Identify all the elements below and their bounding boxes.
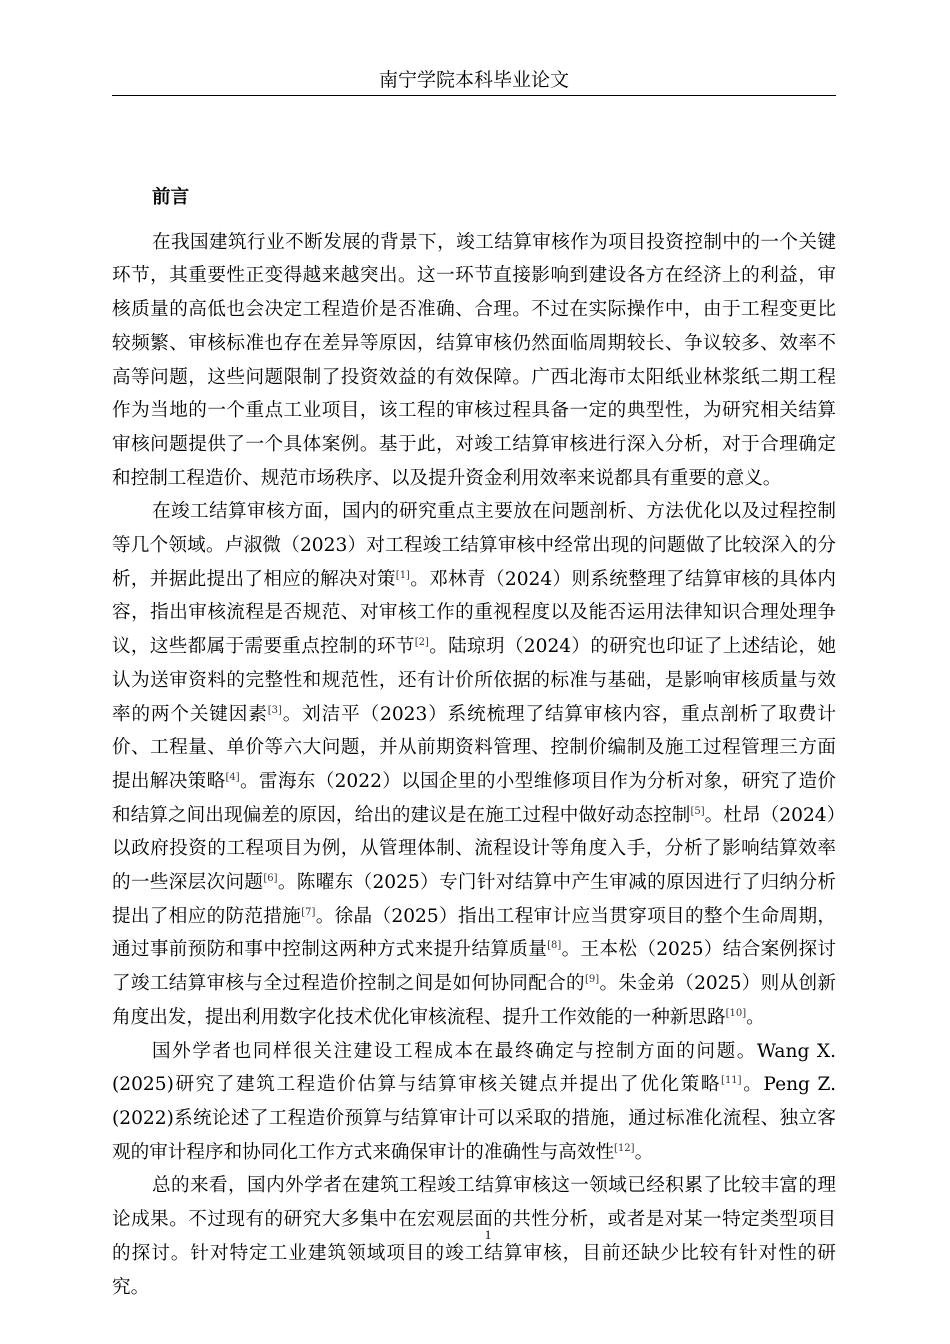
citation-ref: [7]	[301, 906, 316, 918]
citation-ref: [6]	[263, 872, 278, 884]
citation-ref: [5]	[690, 805, 705, 817]
body-paragraph	[112, 1035, 836, 1170]
citation-ref: [11]	[721, 1075, 742, 1087]
page-body	[112, 181, 836, 1304]
paragraph-list	[112, 226, 836, 1305]
citation-ref: [3]	[267, 704, 282, 716]
body-paragraph	[112, 226, 836, 496]
paragraph-text: 。陈曜东（2025）专门针对结算中产生审减的原因进行了归纳分析提出了相应的防范措施	[112, 872, 836, 927]
citation-ref: [8]	[547, 940, 562, 952]
paragraph-text: 。朱金弟（2025）则从创新角度出发，提出利用数字化技术优化审核流程、提升工作效能的一种新思路	[112, 973, 836, 1028]
page-number: 1	[484, 1227, 492, 1242]
paragraph-text: 在竣工结算审核方面，国内的研究重点主要放在问题剖析、方法优化以及过程控制等几个领域。卢淑微（2023）对工程竣工结算审核中经常出现的问题做了比较深入的分析，并据此提出了相应的解决对策	[112, 501, 836, 590]
citation-ref: [12]	[614, 1142, 635, 1154]
paragraph-text: 。雷海东（2022）以国企里的小型维修项目作为分析对象，研究了造价和结算之间出现偏差的原因，给出的建议是在施工过程中做好动态控制	[112, 770, 836, 826]
paragraph-text: 。邓林青（2024）则系统整理了结算审核的具体内容，指出审核流程是否规范、对审核工作的重视程度以及能否运用法律知识合理处理争议，这些都属于需要重点控制的环节	[112, 568, 836, 658]
paragraph-text: 。王本松（2025）结合案例探讨了竣工结算审核与全过程造价控制之间是如何协同配合的	[112, 939, 836, 995]
paragraph-text: 在我国建筑行业不断发展的背景下，竣工结算审核作为项目投资控制中的一个关键环节，其重要性正变得越来越突出。这一环节直接影响到建设各方在经济上的利益，审核质量的高低也会决定工程造价是否准确、合理。不过在实际操作中，由于工程变更比较频繁、审核标准也存在差异等原因，结算审核仍然面临周期较长、争议较多、效率不高等问题，这些问题限制了投资效益的有效保障。广西北海市太阳纸业林浆纸二期工程作为当地的一个重点工业项目，该工程的审核过程具备一定的典型性，为研究相关结算审核问题提供了一个具体案例。基于此，对竣工结算审核进行深入分析，对于合理确定和控制工程造价、规范市场秩序、以及提升资金利用效率来说都具有重要的意义。	[112, 231, 836, 489]
paragraph-text: 。刘洁平（2023）系统梳理了结算审核内容，重点剖析了取费计价、工程量、单价等六大问题，并从前期资料管理、控制价编制及施工过程管理三方面提出解决策略	[112, 703, 836, 792]
paragraph-text: 总的来看，国内外学者在建筑工程竣工结算审核这一领域已经积累了比较丰富的理论成果。不过现有的研究大多集中在宏观层面的共性分析，或者是对某一特定类型项目的探讨。针对特定工业建筑领域项目的竣工结算审核，目前还缺少比较有针对性的研究。	[112, 1175, 836, 1298]
paragraph-text: 。徐晶（2025）指出工程审计应当贯穿项目的整个生命周期，通过事前预防和事中控制这两种方式来提升结算质量	[112, 905, 836, 961]
paragraph-text: 。Peng Z.(2022)系统论述了工程造价预算与结算审计可以采取的措施，通过标准化流程、独立客观的审计程序和协同化工作方式来确保审计的准确性与高效性	[112, 1074, 836, 1163]
paragraph-text: 。陆琼玥（2024）的研究也印证了上述结论，她认为送审资料的完整性和规范性，还有计价所依据的标准与基础，是影响审核质量与效率的两个关键因素	[112, 636, 836, 725]
citation-ref: [2]	[414, 636, 429, 648]
paragraph-text: 。	[634, 1141, 654, 1163]
citation-ref: [10]	[725, 1007, 747, 1019]
running-header: 南宁学院本科毕业论文	[378, 69, 569, 91]
body-paragraph	[112, 495, 836, 1034]
paragraph-text: 。	[746, 1006, 765, 1028]
citation-ref: [1]	[395, 569, 410, 581]
paragraph-text: 。杜昂（2024）以政府投资的工程项目为例，从管理体制、流程设计等角度入手，分析了影响结算效率的一些深层次问题	[112, 804, 836, 894]
section-title: 前言	[152, 187, 190, 208]
citation-ref: [9]	[584, 973, 600, 985]
header-rule	[112, 95, 836, 96]
citation-ref: [4]	[225, 771, 240, 783]
paragraph-text: 国外学者也同样很关注建设工程成本在最终确定与控制方面的问题。Wang X.(2025)研究了建筑工程造价估算与结算审核关键点并提出了优化策略	[112, 1040, 836, 1096]
